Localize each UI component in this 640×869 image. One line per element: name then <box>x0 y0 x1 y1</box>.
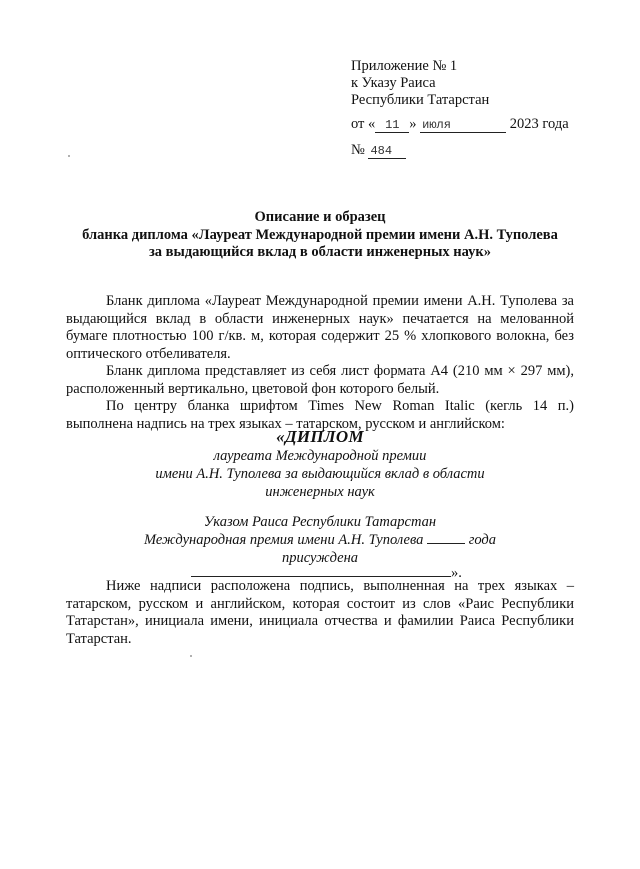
scan-speck <box>190 655 192 657</box>
title-line-1: Описание и образец <box>254 209 386 225</box>
date-prefix: от « <box>351 116 376 132</box>
inscription-line-2: имени А.Н. Туполева за выдающийся вклад в области <box>155 466 485 482</box>
inscription-line-6: присуждена <box>281 550 359 566</box>
appendix-line-3: Республики Татарстан <box>351 92 490 108</box>
inscription-line-3: инженерных наук <box>265 484 375 500</box>
appendix-header <box>351 58 489 109</box>
inscription-diploma: «ДИПЛОМ <box>276 427 364 446</box>
paragraph-1-text: Бланк диплома «Лауреат Международной премии имени А.Н. Туполева за выдающийся вклад в области инженерных наук» печатается на мелованной бумаге плотностью 100 г/кв. м, которая содержит 25 % хлопкового волокна, без оптического отбеливателя. <box>66 293 574 362</box>
inscription-closing: ». <box>451 565 462 581</box>
paragraph-4 <box>66 578 574 648</box>
paragraph-2-text: Бланк диплома представляет из себя лист формата А4 (210 мм × 297 мм), расположенный вертикально, цветовой фон которого белый. <box>66 363 574 397</box>
decree-number: 484 <box>368 144 406 159</box>
inscription-line-4: Указом Раиса Республики Татарстан <box>203 514 437 530</box>
inscription-block-1 <box>66 447 574 501</box>
scan-speck <box>68 155 70 157</box>
paragraph-4-text: Ниже надписи расположена подпись, выполненная на трех языках – татарском, русском и английском, которая состоит из слов «Раис Республики Татарстан», инициала имени, инициала отчества и фамилии Раиса Республики Татарстан. <box>66 578 574 647</box>
decree-number-line <box>351 142 406 159</box>
paragraph-1 <box>66 293 574 363</box>
inscription-line-5 <box>66 531 574 549</box>
decree-date-line <box>351 116 569 133</box>
inscription-line-1: лауреата Международной премии <box>213 448 427 464</box>
appendix-line-2: к Указу Раиса <box>351 75 436 91</box>
appendix-line-1: Приложение № 1 <box>351 58 458 74</box>
paragraph-2 <box>66 363 574 398</box>
paragraph-3-text: По центру бланка шрифтом Times New Roman Italic (кегль 14 п.) выполнена надпись на трех языках – татарском, русском и английском: <box>66 398 574 432</box>
year-blank <box>427 533 465 544</box>
document-title <box>60 209 580 262</box>
date-mid: » <box>409 116 417 132</box>
inscription-line-5-end: года <box>468 532 496 548</box>
number-prefix: № <box>351 142 365 158</box>
decree-month: июля <box>420 118 506 133</box>
title-line-2: бланка диплома «Лауреат Международной премии имени А.Н. Туполева <box>82 226 558 243</box>
title-line-3: за выдающийся вклад в области инженерных наук» <box>148 244 492 260</box>
inscription-line-5-start: Международная премия имени А.Н. Туполева <box>144 532 424 548</box>
decree-day: 11 <box>375 118 409 133</box>
signature-rule <box>191 566 451 577</box>
decree-year: 2023 года <box>509 116 569 132</box>
inscription-block-2 <box>66 513 574 567</box>
